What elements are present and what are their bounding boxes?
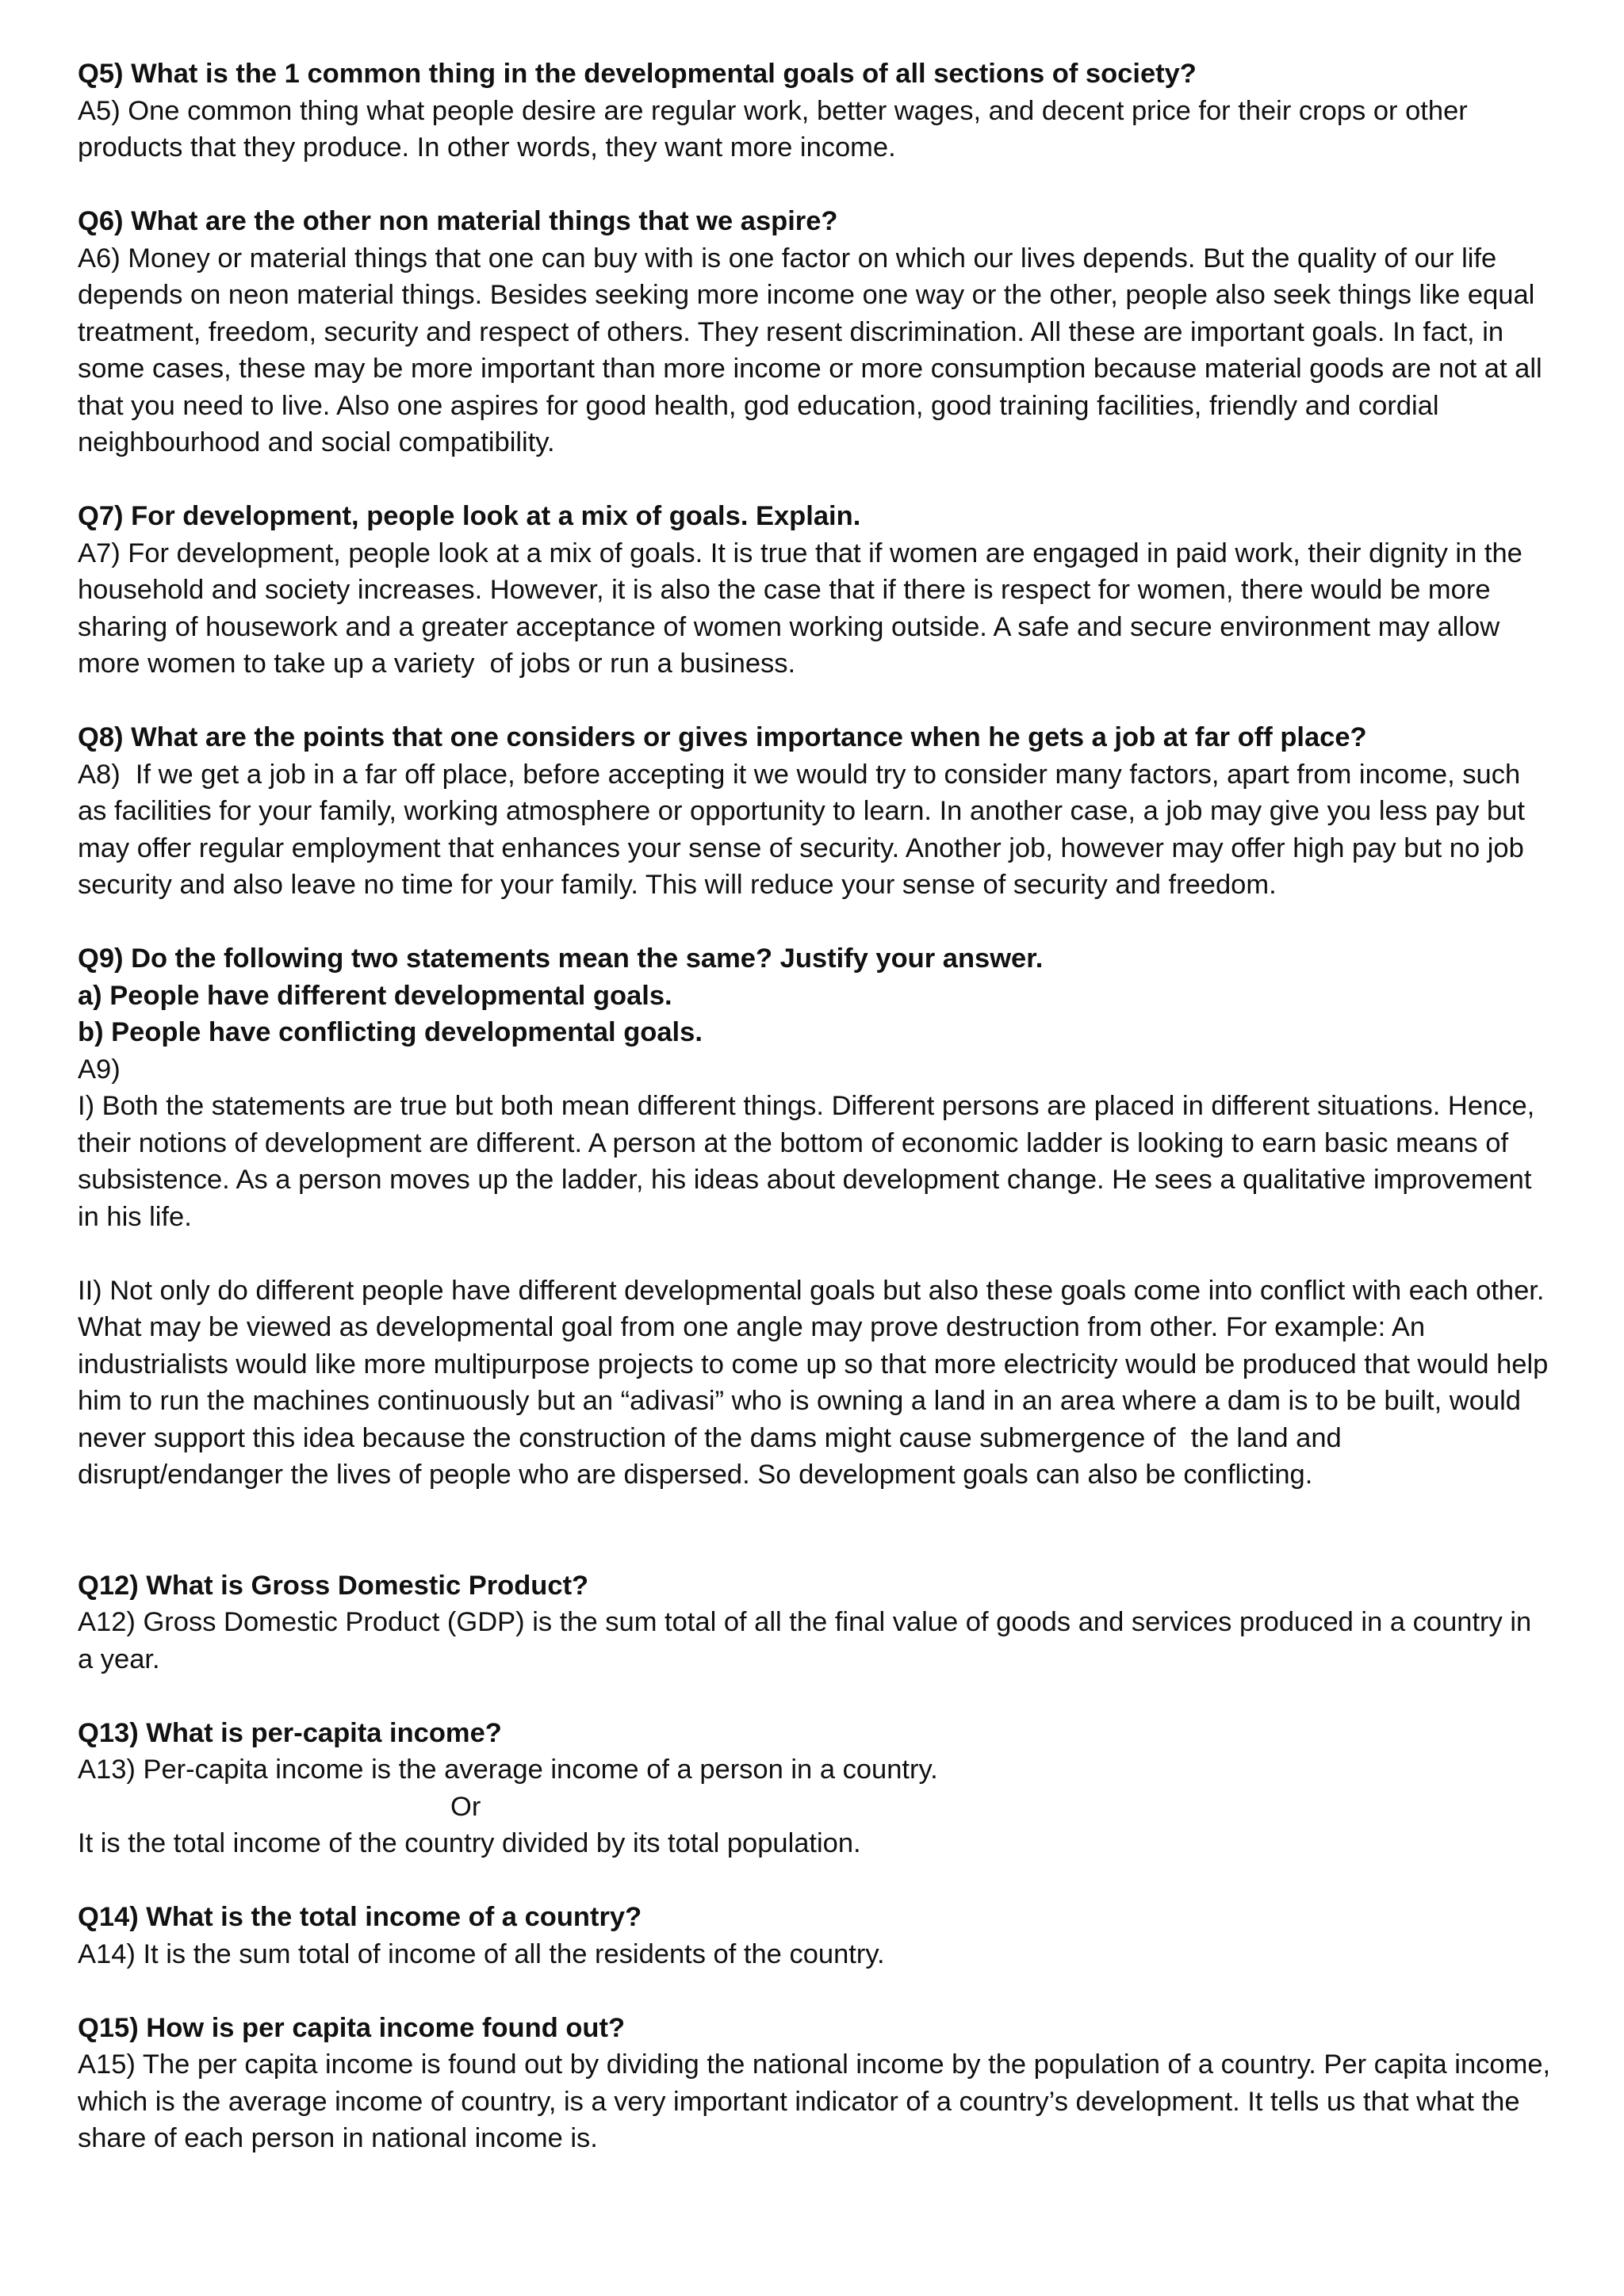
question-7: Q7) For development, people look at a mix of goals. Explain. bbox=[78, 501, 861, 531]
spacer bbox=[78, 904, 1553, 941]
qa-block-6 bbox=[78, 203, 1553, 461]
answer-8: A8) If we get a job in a far off place, before accepting it we would try to consider many factors, apart from income, such as facilities for your family, working atmosphere or opportunity to learn. In another case, a job may give you less pay but may offer regular employment that enhances your sense of security. Another job, however may offer high pay but no job security and also leave no time for your family. This will reduce your sense of security and freedom. bbox=[78, 759, 1533, 900]
answer-12: A12) Gross Domestic Product (GDP) is the sum total of all the final value of goods and services produced in a country in a year. bbox=[78, 1607, 1539, 1674]
question-9-statement-a: a) People have different developmental goals. bbox=[78, 980, 672, 1011]
question-12: Q12) What is Gross Domestic Product? bbox=[78, 1570, 589, 1601]
qa-block-14 bbox=[78, 1899, 1553, 1973]
answer-13-alternate: It is the total income of the country divided by its total population. bbox=[78, 1828, 861, 1858]
answer-15: A15) The per capita income is found out by dividing the national income by the population of a country. Per capita income, which is the average income of country, is a very important indicator of a country’s development. It tells us that what the share of each person in national income is. bbox=[78, 2049, 1558, 2153]
question-15: Q15) How is per capita income found out? bbox=[78, 2012, 626, 2043]
qa-block-13 bbox=[78, 1715, 1553, 1862]
qa-block-9 bbox=[78, 940, 1556, 1494]
question-9: Q9) Do the following two statements mean the same? Justify your answer. bbox=[78, 943, 1044, 974]
answer-13-or: Or bbox=[450, 1791, 481, 1822]
qa-block-7 bbox=[78, 498, 1553, 683]
qa-block-12 bbox=[78, 1567, 1553, 1678]
spacer bbox=[78, 166, 1553, 204]
answer-9-label: A9) bbox=[78, 1054, 121, 1085]
answer-7: A7) For development, people look at a mix of goals. It is true that if women are engaged in paid work, their dignity in the household and society increases. However, it is also the case that if there is respect for women, there would be more sharing of housework and a greater acceptance of women working outside. A safe and secure environment may allow more women to take up a variety of jobs or run a business. bbox=[78, 538, 1530, 679]
question-13: Q13) What is per-capita income? bbox=[78, 1717, 502, 1748]
answer-13: A13) Per-capita income is the average income of a person in a country. bbox=[78, 1755, 938, 1785]
question-9-statement-b: b) People have conflicting developmental goals. bbox=[78, 1017, 703, 1047]
qa-block-15 bbox=[78, 2010, 1558, 2157]
spacer bbox=[78, 1235, 1553, 1272]
question-14: Q14) What is the total income of a country? bbox=[78, 1902, 642, 1932]
spacer bbox=[78, 1494, 1553, 1567]
answer-14: A14) It is the sum total of income of all the residents of the country. bbox=[78, 1938, 885, 1969]
qa-block-8 bbox=[78, 719, 1553, 904]
spacer bbox=[78, 1862, 1553, 1900]
qa-block-5 bbox=[78, 55, 1553, 166]
question-8: Q8) What are the points that one considers or gives importance when he gets a job at far off place? bbox=[78, 722, 1367, 752]
question-5: Q5) What is the 1 common thing in the developmental goals of all sections of society? bbox=[78, 59, 1197, 89]
answer-9-part-1: I) Both the statements are true but both mean different things. Different persons are placed in different situations. Hence, their notions of development are different. A person at the bottom of economic ladder is looking to earn basic means of subsistence. As a person moves up the ladder, his ideas about development change. He sees a qualitative improvement in his life. bbox=[78, 1091, 1542, 1232]
spacer bbox=[78, 461, 1553, 499]
spacer bbox=[78, 683, 1553, 720]
spacer bbox=[78, 1973, 1553, 2010]
spacer bbox=[78, 1678, 1553, 1715]
question-6: Q6) What are the other non material things that we aspire? bbox=[78, 206, 838, 236]
answer-6: A6) Money or material things that one can buy with is one factor on which our lives depends. But the quality of our life depends on neon material things. Besides seeking more income one way or the other, people also seek things like equal treatment, freedom, security and respect of others. They resent discrimination. All these are important goals. In fact, in some cases, these may be more important than more income or more consumption because material goods are not at all that you need to live. Also one aspires for good health, god education, good training facilities, friendly and cordial neighbourhood and social compatibility. bbox=[78, 243, 1550, 457]
answer-5: A5) One common thing what people desire are regular work, better wages, and decent price for their crops or other products that they produce. In other words, they want more income. bbox=[78, 95, 1476, 163]
document-page bbox=[78, 55, 1558, 2157]
answer-9-part-2: II) Not only do different people have different developmental goals but also these goals come into conflict with each other. What may be viewed as developmental goal from one angle may prove destruction from other. For example: An industrialists would like more multipurpose projects to come up so that more electricity would be produced that would help him to run the machines continuously but an “adivasi” who is owning a land in an area where a dam is to be built, would never support this idea because the construction of the dams might cause submergence of the land and disrupt/endanger the lives of people who are dispersed. So development goals can also be conflicting. bbox=[78, 1275, 1556, 1490]
